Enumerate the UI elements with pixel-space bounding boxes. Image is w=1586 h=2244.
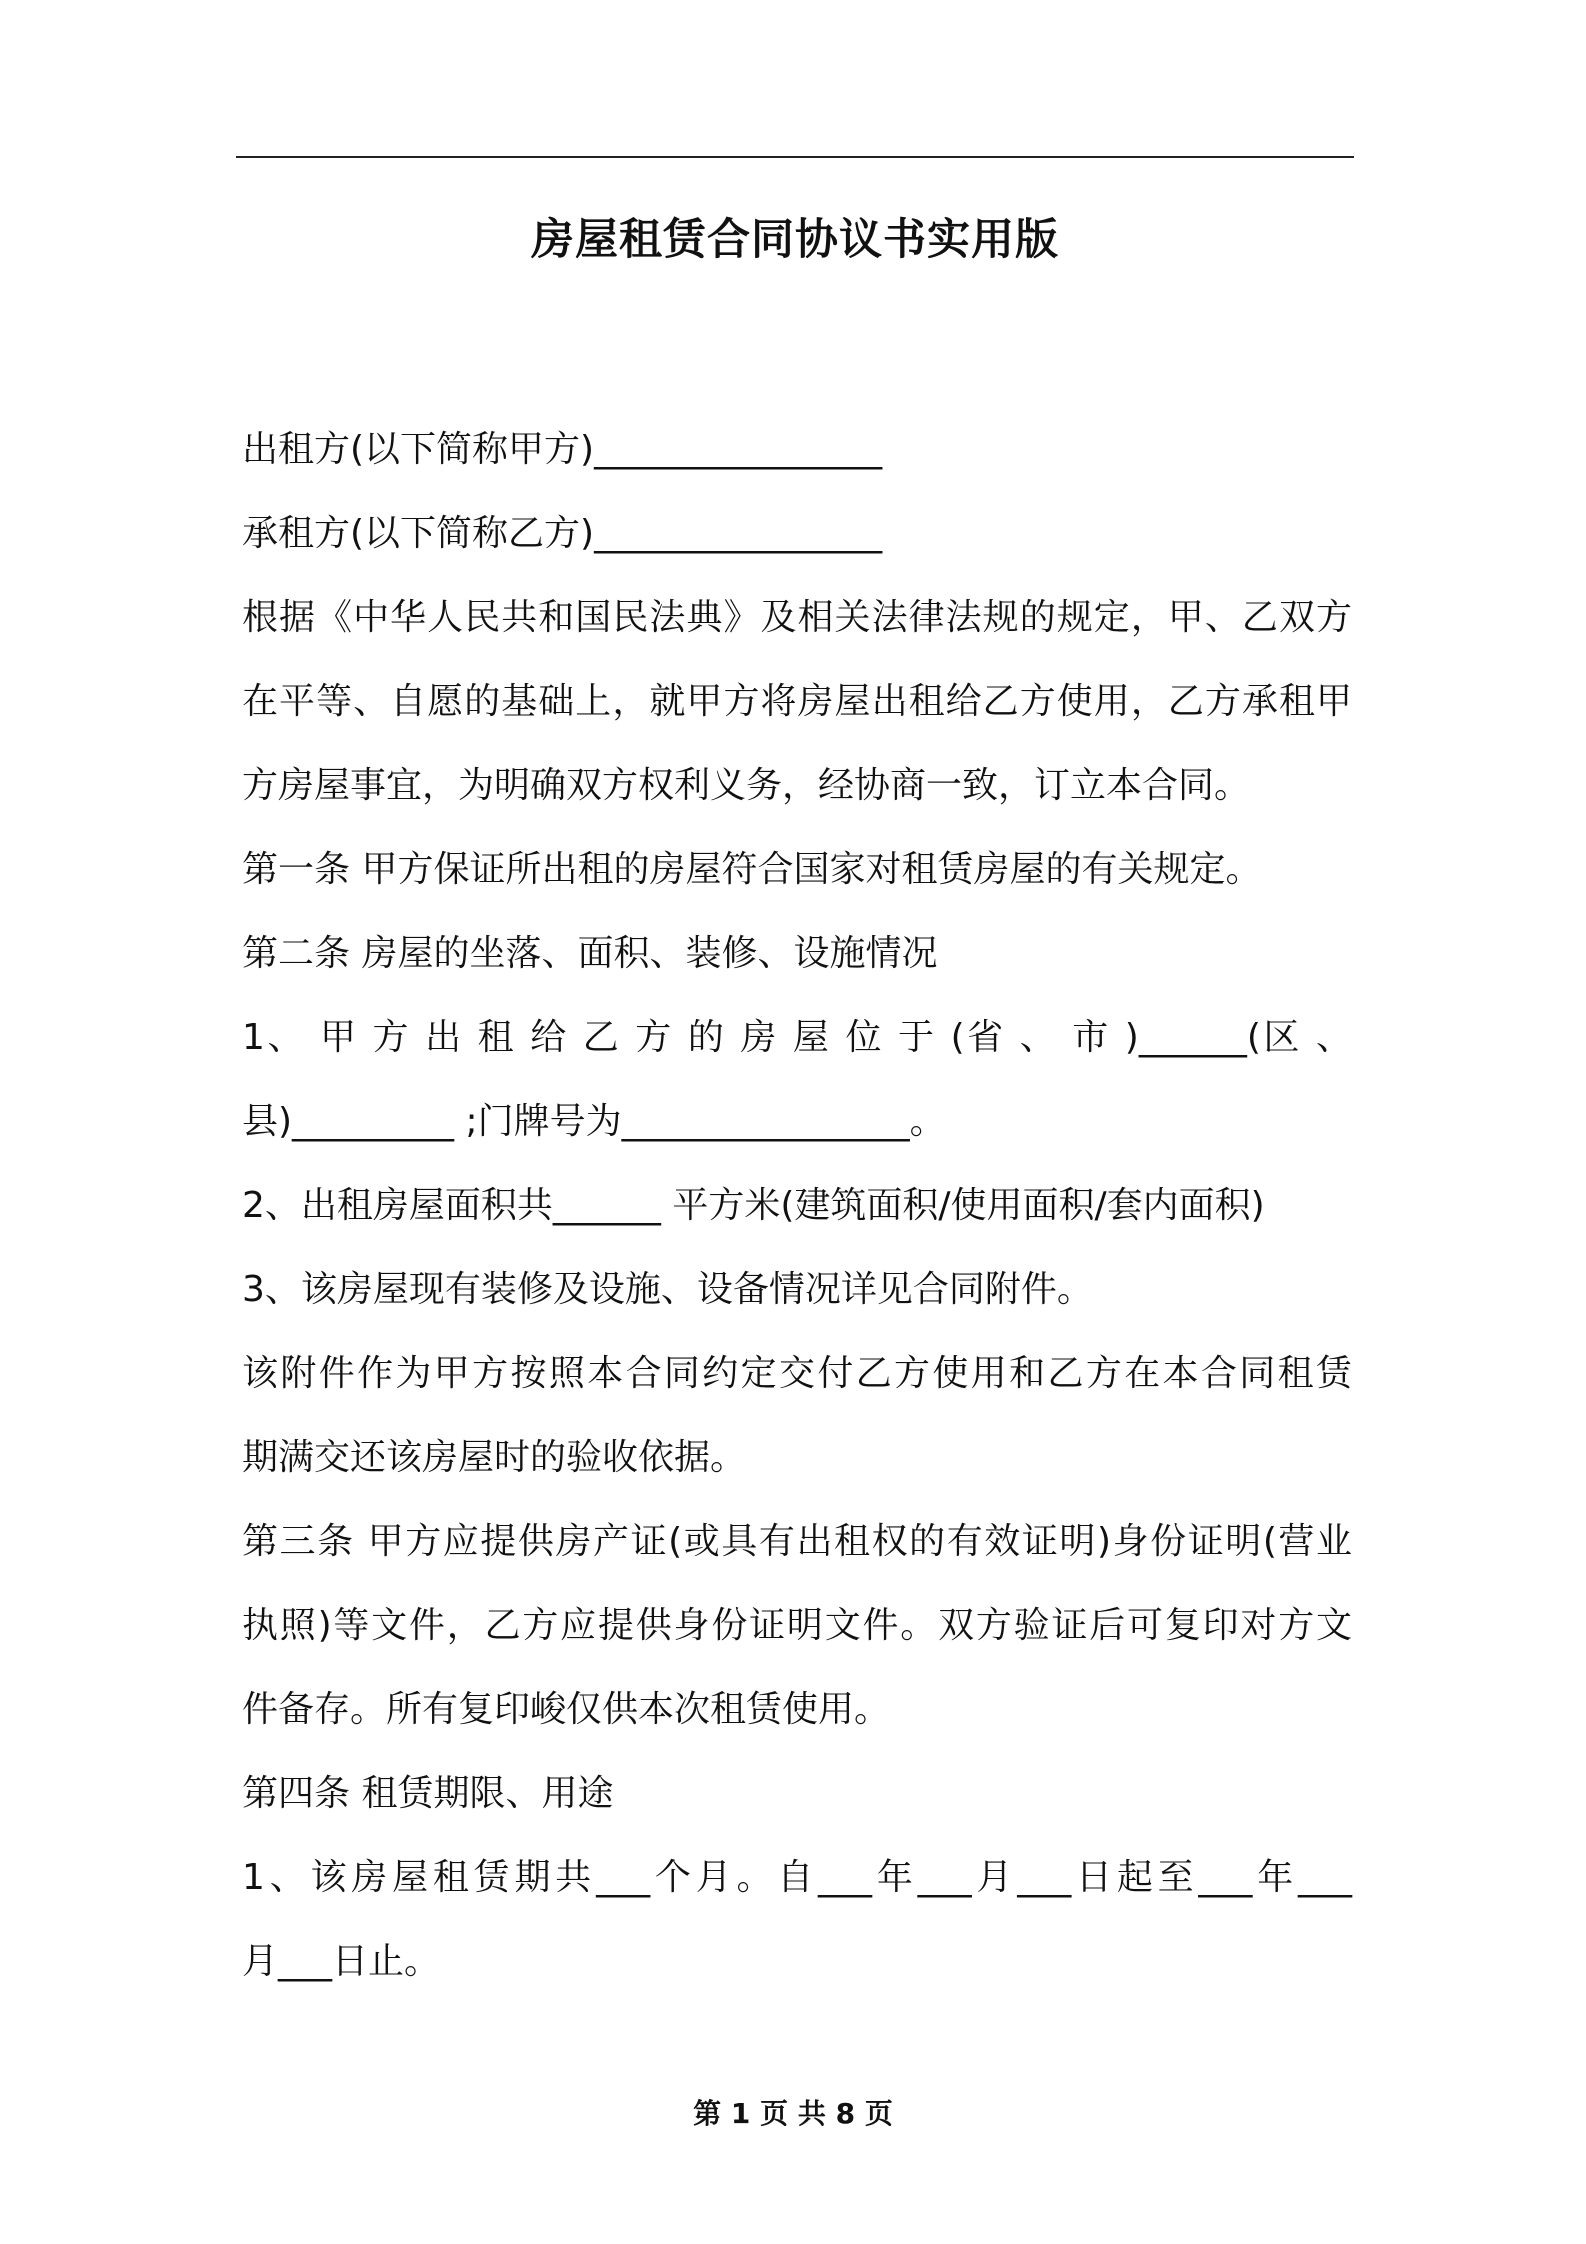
text-line-article-3-c: 件备存。所有复印峻仅供本次租赁使用。 <box>242 1689 891 1730</box>
text-line-preamble-2: 在平等、自愿的基础上，就甲方将房屋出租给乙方使用，乙方承租甲 <box>242 681 1352 722</box>
text-line-article-4-item-1a: 1、该房屋租赁期共___个月。自___年___月___日起至___年___ <box>242 1857 1352 1898</box>
text-line-article-2-item-1a: 1、 甲 方 出 租 给 乙 方 的 房 屋 位 于 (省 、 市 )______(区 、 <box>242 1017 1352 1058</box>
text-line-article-2-item-2: 2、出租房屋面积共______ 平方米(建筑面积/使用面积/套内面积) <box>242 1185 1265 1226</box>
document-body <box>242 408 1352 2004</box>
text-line-article-2-heading: 第二条 房屋的坐落、面积、装修、设施情况 <box>242 933 938 974</box>
text-line-article-3-a: 第三条 甲方应提供房产证(或具有出租权的有效证明)身份证明(营业 <box>242 1521 1352 1562</box>
text-line-annex-2: 期满交还该房屋时的验收依据。 <box>242 1437 747 1478</box>
text-line-lessor: 出租方(以下简称甲方)________________ <box>242 429 883 470</box>
document-title: 房屋租赁合同协议书实用版 <box>531 215 1059 265</box>
text-line-article-3-b: 执照)等文件，乙方应提供身份证明文件。双方验证后可复印对方文 <box>242 1605 1352 1646</box>
header-rule <box>236 156 1354 158</box>
text-line-article-2-item-3: 3、该房屋现有装修及设施、设备情况详见合同附件。 <box>242 1269 1093 1310</box>
text-line-article-4-heading: 第四条 租赁期限、用途 <box>242 1773 614 1814</box>
text-line-preamble-1: 根据《中华人民共和国民法典》及相关法律法规的规定，甲、乙双方 <box>242 597 1352 638</box>
text-line-annex-1: 该附件作为甲方按照本合同约定交付乙方使用和乙方在本合同租赁 <box>242 1353 1352 1394</box>
text-line-article-1: 第一条 甲方保证所出租的房屋符合国家对租赁房屋的有关规定。 <box>242 849 1262 890</box>
text-line-lessee: 承租方(以下简称乙方)________________ <box>242 513 883 554</box>
page-footer: 第 1 页 共 8 页 <box>693 2097 893 2130</box>
text-line-article-2-item-1b: 县)_________ ;门牌号为________________。 <box>242 1101 946 1142</box>
text-line-preamble-3: 方房屋事宜，为明确双方权利义务，经协商一致，订立本合同。 <box>242 765 1251 806</box>
text-line-article-4-item-1b: 月___日止。 <box>242 1941 441 1982</box>
